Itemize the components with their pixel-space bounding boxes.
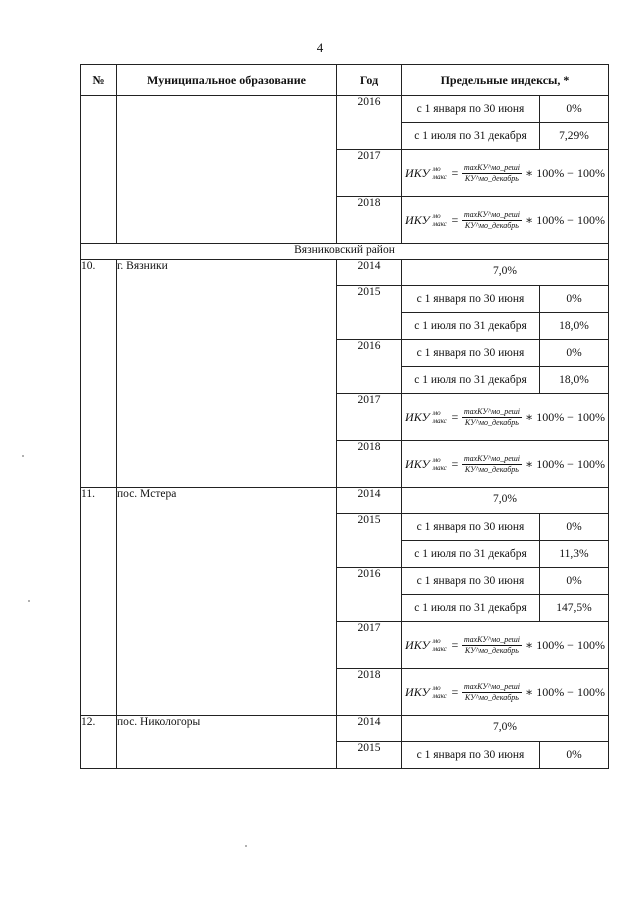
period-value: 18,0% xyxy=(540,313,609,340)
formula-lhs: ИКУ xyxy=(405,456,430,471)
scan-speck xyxy=(22,455,24,457)
formula-lhs-sub xyxy=(433,637,447,653)
period-label: с 1 января по 30 июня xyxy=(402,286,540,313)
table-row xyxy=(81,260,609,286)
formula-denominator: КУ^мо_декабрь xyxy=(464,417,519,427)
formula-cell xyxy=(402,197,609,244)
formula-lhs: ИКУ xyxy=(405,212,430,227)
formula-fraction xyxy=(462,682,522,703)
year-cell: 2016 xyxy=(337,568,402,622)
index-cell xyxy=(402,96,609,150)
formula-numerator: maxКУ^мо_решi xyxy=(463,162,521,172)
municipality-cell: пос. Никологоры xyxy=(117,716,337,769)
header-limit-indices: Предельные индексы, * xyxy=(402,65,609,96)
year-cell: 2018 xyxy=(337,441,402,488)
period-label: с 1 января по 30 июня xyxy=(402,514,540,541)
formula-sub-top: мо xyxy=(432,212,441,220)
index-cell xyxy=(402,568,609,622)
formula-equals: = xyxy=(450,409,459,424)
scan-speck xyxy=(28,600,30,602)
period-value: 0% xyxy=(540,286,609,313)
year-cell: 2017 xyxy=(337,394,402,441)
period-label: с 1 июля по 31 декабря xyxy=(402,595,540,622)
formula-tail: ∗ 100% − 100% xyxy=(525,212,605,227)
formula-lhs-sub xyxy=(433,684,447,700)
index-cell xyxy=(402,286,609,340)
formula-numerator: maxКУ^мо_решi xyxy=(463,406,521,416)
formula-tail: ∗ 100% − 100% xyxy=(525,637,605,652)
index-cell xyxy=(402,260,609,286)
formula-lhs: ИКУ xyxy=(405,684,430,699)
period-value: 0% xyxy=(540,340,609,367)
formula-lhs-sub xyxy=(433,456,447,472)
formula-cell xyxy=(402,150,609,197)
period-value: 0% xyxy=(540,514,609,541)
section-row xyxy=(81,244,609,260)
formula-numerator: maxКУ^мо_решi xyxy=(463,453,521,463)
formula-equals: = xyxy=(450,165,459,180)
iku-formula xyxy=(402,669,608,715)
year-cell: 2014 xyxy=(337,488,402,514)
header-number: № xyxy=(81,65,117,96)
period-value: 11,3% xyxy=(540,541,609,568)
year-cell: 2017 xyxy=(337,150,402,197)
formula-tail: ∗ 100% − 100% xyxy=(525,684,605,699)
period-label: с 1 января по 30 июня xyxy=(402,568,540,595)
formula-numerator: maxКУ^мо_решi xyxy=(463,681,521,691)
formula-sub-bottom: макс xyxy=(432,692,447,700)
period-value: 7,29% xyxy=(540,123,609,150)
municipality-cell: пос. Мстера xyxy=(117,488,337,716)
formula-lhs-sub xyxy=(433,409,447,425)
index-cell xyxy=(402,488,609,514)
period-label: с 1 января по 30 июня xyxy=(402,742,540,768)
formula-lhs-sub xyxy=(433,165,447,181)
index-cell xyxy=(402,742,609,769)
formula-fraction xyxy=(462,635,522,656)
year-cell: 2018 xyxy=(337,669,402,716)
scan-speck xyxy=(245,845,247,847)
table-row xyxy=(81,716,609,742)
formula-sub-bottom: макс xyxy=(432,220,447,228)
iku-formula xyxy=(402,197,608,243)
year-cell: 2018 xyxy=(337,197,402,244)
period-value: 0% xyxy=(540,96,609,123)
formula-lhs-sub xyxy=(433,212,447,228)
formula-denominator: КУ^мо_декабрь xyxy=(464,645,519,655)
formula-sub-top: мо xyxy=(432,456,441,464)
formula-sub-bottom: макс xyxy=(432,464,447,472)
index-cell xyxy=(402,340,609,394)
municipality-cell: г. Вязники xyxy=(117,260,337,488)
period-value: 0% xyxy=(540,568,609,595)
formula-denominator: КУ^мо_декабрь xyxy=(464,692,519,702)
header-year: Год xyxy=(337,65,402,96)
formula-denominator: КУ^мо_декабрь xyxy=(464,464,519,474)
year-cell: 2014 xyxy=(337,716,402,742)
formula-numerator: maxКУ^мо_решi xyxy=(463,634,521,644)
index-cell xyxy=(402,514,609,568)
period-label: с 1 июля по 31 декабря xyxy=(402,123,540,150)
formula-fraction xyxy=(462,210,522,231)
table-header-row xyxy=(81,65,609,96)
formula-tail: ∗ 100% − 100% xyxy=(525,409,605,424)
year-cell: 2016 xyxy=(337,340,402,394)
tariff-index-table xyxy=(80,64,609,769)
formula-lhs: ИКУ xyxy=(405,637,430,652)
year-cell: 2015 xyxy=(337,514,402,568)
header-municipality: Муниципальное образование xyxy=(117,65,337,96)
formula-sub-top: мо xyxy=(432,409,441,417)
period-value: 147,5% xyxy=(540,595,609,622)
formula-sub-top: мо xyxy=(432,684,441,692)
row-number-cell xyxy=(81,96,117,244)
formula-tail: ∗ 100% − 100% xyxy=(525,456,605,471)
row-number-cell: 12. xyxy=(81,716,117,769)
page-number: 4 xyxy=(316,40,324,55)
table-row xyxy=(81,488,609,514)
formula-lhs: ИКУ xyxy=(405,165,430,180)
period-label: с 1 января по 30 июня xyxy=(402,340,540,367)
formula-cell xyxy=(402,394,609,441)
formula-fraction xyxy=(462,454,522,475)
period-label: с 1 июля по 31 декабря xyxy=(402,313,540,340)
formula-sub-bottom: макс xyxy=(432,645,447,653)
section-title: Вязниковский район xyxy=(81,244,609,260)
index-value: 7,0% xyxy=(493,265,517,277)
row-number-cell: 11. xyxy=(81,488,117,716)
row-number-cell: 10. xyxy=(81,260,117,488)
formula-fraction xyxy=(462,407,522,428)
index-value: 7,0% xyxy=(493,493,517,505)
formula-equals: = xyxy=(450,637,459,652)
municipality-cell xyxy=(117,96,337,244)
formula-sub-bottom: макс xyxy=(432,173,447,181)
formula-equals: = xyxy=(450,456,459,471)
formula-denominator: КУ^мо_декабрь xyxy=(464,220,519,230)
year-cell: 2016 xyxy=(337,96,402,150)
period-label: с 1 января по 30 июня xyxy=(402,96,540,123)
iku-formula xyxy=(402,441,608,487)
formula-tail: ∗ 100% − 100% xyxy=(525,165,605,180)
iku-formula xyxy=(402,394,608,440)
period-label: с 1 июля по 31 декабря xyxy=(402,541,540,568)
year-cell: 2015 xyxy=(337,742,402,769)
formula-numerator: maxКУ^мо_решi xyxy=(463,209,521,219)
table-row xyxy=(81,96,609,150)
index-value: 7,0% xyxy=(493,721,517,733)
year-cell: 2015 xyxy=(337,286,402,340)
year-cell: 2017 xyxy=(337,622,402,669)
formula-sub-top: мо xyxy=(432,637,441,645)
formula-sub-bottom: макс xyxy=(432,417,447,425)
formula-sub-top: мо xyxy=(432,165,441,173)
formula-denominator: КУ^мо_декабрь xyxy=(464,173,519,183)
year-cell: 2014 xyxy=(337,260,402,286)
formula-cell xyxy=(402,669,609,716)
iku-formula xyxy=(402,150,608,196)
formula-cell xyxy=(402,441,609,488)
iku-formula xyxy=(402,622,608,668)
formula-equals: = xyxy=(450,212,459,227)
period-value: 18,0% xyxy=(540,367,609,394)
formula-fraction xyxy=(462,163,522,184)
index-cell xyxy=(402,716,609,742)
period-label: с 1 июля по 31 декабря xyxy=(402,367,540,394)
formula-lhs: ИКУ xyxy=(405,409,430,424)
period-value: 0% xyxy=(540,742,609,768)
formula-equals: = xyxy=(450,684,459,699)
formula-cell xyxy=(402,622,609,669)
